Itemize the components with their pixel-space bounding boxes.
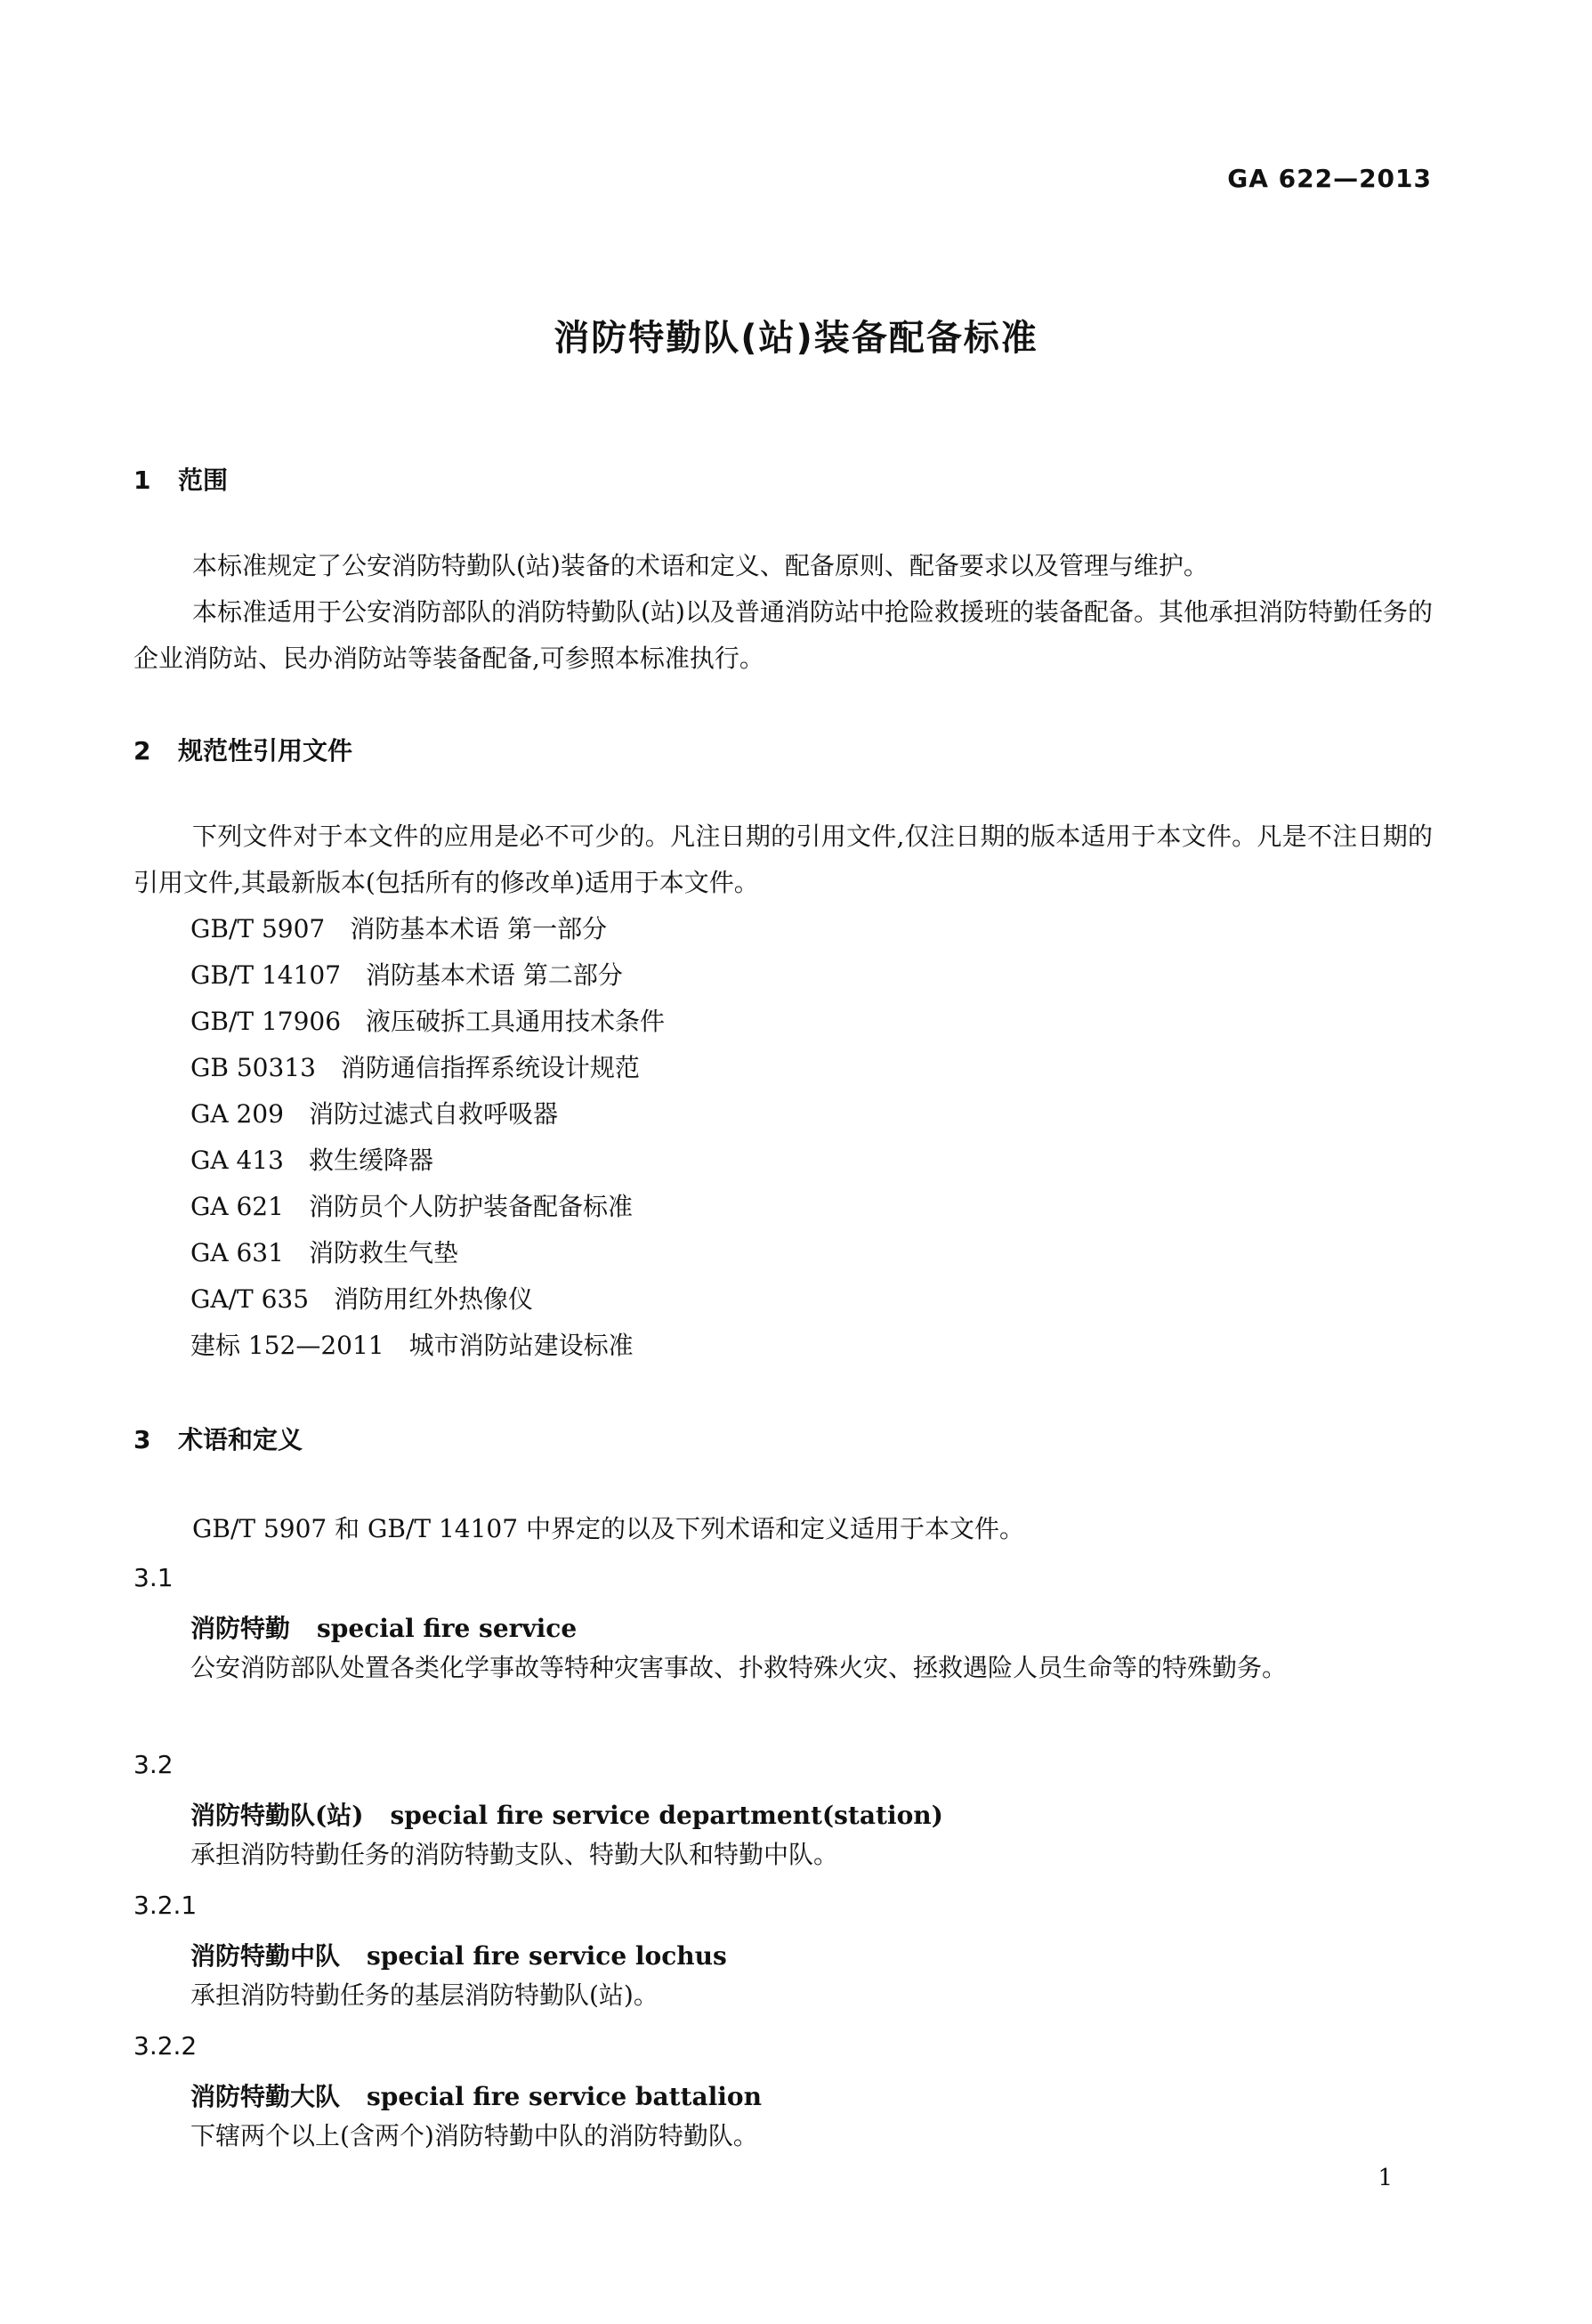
reference-title: 消防救生气垫 (308, 1238, 458, 1267)
reference-code: GA 209 (190, 1099, 284, 1129)
term-en: special fire service lochus (367, 1941, 727, 1971)
reference-item (190, 1276, 665, 1323)
section-2-heading (133, 732, 352, 767)
reference-title: 消防员个人防护装备配备标准 (308, 1192, 633, 1221)
term-definition: 下辖两个以上(含两个)消防特勤中队的消防特勤队。 (190, 2121, 758, 2150)
clause-number: 3.1 (133, 1563, 174, 1592)
reference-item (190, 1138, 665, 1184)
section-1-heading (133, 461, 228, 497)
term-definition: 承担消防特勤任务的基层消防特勤队(站)。 (190, 1980, 659, 2010)
term-entry (190, 2077, 762, 2113)
reference-title: 消防基本术语 第二部分 (366, 960, 623, 990)
normative-references-list (190, 906, 665, 1369)
scope-paragraph-2: 本标准适用于公安消防部队的消防特勤队(站)以及普通消防站中抢险救援班的装备配备。其他承担消防特勤任务的企业消防站、民办消防站等装备配备,可参照本标准执行。 (133, 597, 1433, 673)
reference-item (190, 1323, 665, 1369)
reference-item (190, 999, 665, 1045)
document-title: 消防特勤队(站)装备配备标准 (554, 318, 1038, 359)
reference-item (190, 906, 665, 952)
references-intro: 下列文件对于本文件的应用是必不可少的。凡注日期的引用文件,仅注日期的版本适用于本文件。凡是不注日期的引用文件,其最新版本(包括所有的修改单)适用于本文件。 (133, 822, 1433, 897)
reference-code: GA/T 635 (190, 1284, 310, 1314)
clause-number: 3.2.2 (133, 2031, 198, 2061)
section-title: 术语和定义 (178, 1425, 303, 1454)
reference-title: 消防过滤式自救呼吸器 (308, 1099, 558, 1129)
term-zh: 消防特勤大队 (190, 2082, 341, 2111)
reference-item (190, 1230, 665, 1276)
term-zh: 消防特勤队(站) (190, 1801, 364, 1830)
term-zh: 消防特勤中队 (190, 1941, 341, 1971)
term-definition: 公安消防部队处置各类化学事故等特种灾害事故、扑救特殊火灾、拯救遇险人员生命等的特殊勤务。 (190, 1653, 1288, 1682)
reference-title: 消防基本术语 第一部分 (350, 914, 608, 943)
term-en: special fire service department(station) (390, 1801, 943, 1830)
reference-item (190, 1184, 665, 1230)
section-title: 规范性引用文件 (178, 736, 353, 765)
term-en: special fire service (317, 1614, 578, 1643)
section-number: 2 (133, 736, 151, 765)
reference-code: GB/T 14107 (190, 960, 342, 990)
reference-title: 消防用红外热像仪 (334, 1284, 534, 1314)
page-number: 1 (1378, 2165, 1393, 2191)
section-number: 3 (133, 1425, 151, 1454)
reference-title: 城市消防站建设标准 (408, 1331, 634, 1360)
reference-code: GB 50313 (190, 1053, 316, 1082)
reference-item (190, 1045, 665, 1091)
reference-code: GA 621 (190, 1192, 284, 1221)
term-entry (190, 1609, 577, 1645)
standard-code: GA 622—2013 (1227, 164, 1432, 193)
scope-paragraph-1: 本标准规定了公安消防特勤队(站)装备的术语和定义、配备原则、配备要求以及管理与维护。 (192, 551, 1208, 580)
term-definition: 承担消防特勤任务的消防特勤支队、特勤大队和特勤中队。 (190, 1840, 839, 1869)
clause-number: 3.2 (133, 1750, 174, 1779)
reference-code: 建标 152—2011 (190, 1331, 384, 1360)
reference-item (190, 952, 665, 999)
terms-intro: GB/T 5907 和 GB/T 14107 中界定的以及下列术语和定义适用于本文件。 (192, 1514, 1024, 1543)
reference-code: GA 413 (190, 1146, 284, 1175)
term-entry (190, 1796, 943, 1832)
term-entry (190, 1937, 727, 1972)
reference-title: 消防通信指挥系统设计规范 (340, 1053, 640, 1082)
section-title: 范围 (178, 466, 229, 495)
section-number: 1 (133, 466, 151, 495)
reference-code: GA 631 (190, 1238, 284, 1267)
clause-number: 3.2.1 (133, 1891, 198, 1920)
reference-title: 液压破拆工具通用技术条件 (366, 1007, 666, 1036)
reference-title: 救生缓降器 (308, 1146, 433, 1175)
reference-code: GB/T 5907 (190, 914, 326, 943)
term-zh: 消防特勤 (190, 1614, 291, 1643)
reference-code: GB/T 17906 (190, 1007, 342, 1036)
section-3-heading (133, 1421, 303, 1456)
term-en: special fire service battalion (367, 2082, 762, 2111)
reference-item (190, 1091, 665, 1138)
